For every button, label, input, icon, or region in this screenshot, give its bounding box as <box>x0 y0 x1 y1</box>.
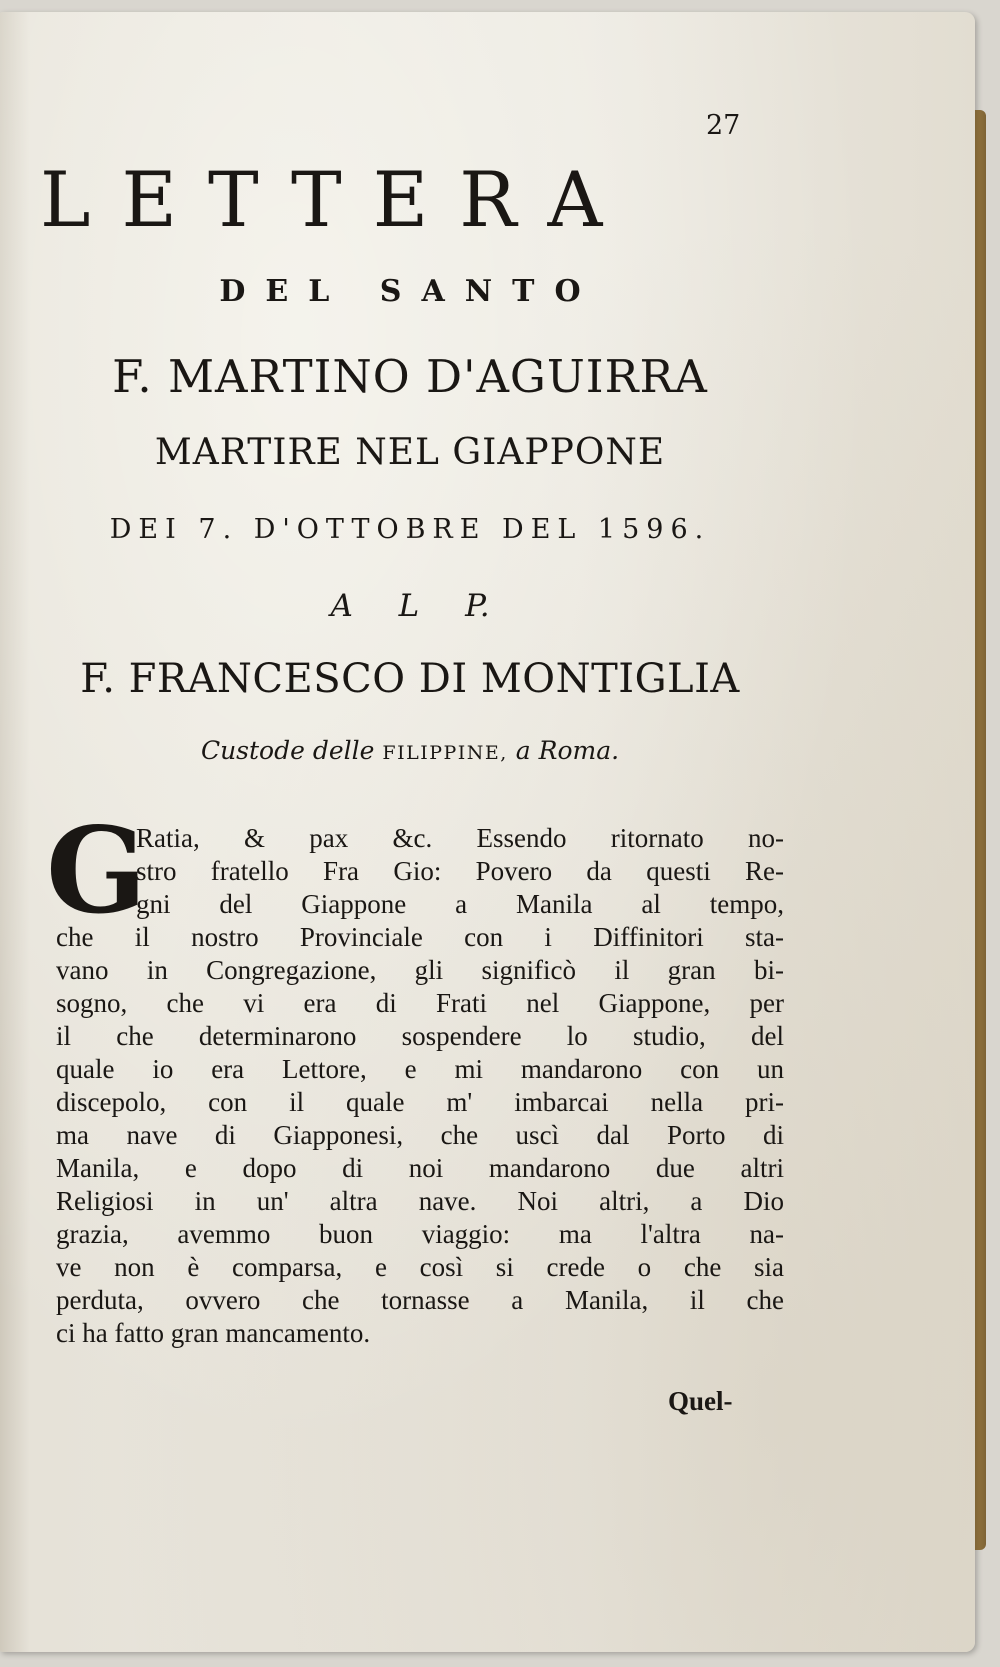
recipient-office <box>40 736 780 765</box>
body-line: perduta, ovvero che tornasse a Manila, il che <box>56 1285 784 1315</box>
salutation: A L P. <box>330 588 490 624</box>
drop-cap: G <box>46 801 147 940</box>
body-line: grazia, avemmo buon viaggio: ma l'altra na- <box>56 1219 784 1249</box>
body-line: Manila, e dopo di noi mandarono due altri <box>56 1153 784 1183</box>
body-line: quale io era Lettore, e mi mandarono con un <box>56 1054 784 1084</box>
office-part-a: Custode delle <box>200 736 375 765</box>
body-line: ma nave di Giapponesi, che uscì dal Porto di <box>56 1120 784 1150</box>
office-part-b: FILIPPINE, <box>382 742 508 764</box>
body-line: vano in Congregazione, gli significò il gran bi- <box>56 955 784 985</box>
subtitle: DEL SANTO <box>219 274 601 309</box>
body-line: ve non è comparsa, e così si crede o che sia <box>56 1252 784 1282</box>
page-content <box>0 12 975 1652</box>
author-name: F. MARTINO D'AGUIRRA <box>112 350 708 403</box>
office-part-c: a Roma. <box>515 736 620 765</box>
letter-date: DEI 7. D'OTTOBRE DEL 1596. <box>109 514 711 545</box>
body-line: discepolo, con il quale m' imbarcai nella pri- <box>56 1087 784 1117</box>
author-role: MARTIRE NEL GIAPPONE <box>154 432 666 473</box>
book-page <box>0 12 975 1652</box>
body-line: ci ha fatto gran mancamento. <box>56 1318 371 1348</box>
body-line: Religiosi in un' altra nave. Noi altri, a Dio <box>56 1186 784 1216</box>
body-line: stro fratello Fra Gio: Povero da questi Re- <box>136 856 784 886</box>
body-line: sogno, che vi era di Frati nel Giappone, per <box>56 988 784 1018</box>
recipient-name: F. FRANCESCO DI MONTIGLIA <box>80 656 740 702</box>
body-line: gni del Giappone a Manila al tempo, <box>136 889 784 919</box>
page-number: 27 <box>706 110 741 141</box>
body-line: Ratia, & pax &c. Essendo ritornato no- <box>136 823 784 853</box>
body-line: il che determinarono sospendere lo studio, del <box>56 1021 784 1051</box>
title: LETTERA <box>40 155 634 244</box>
catchword: Quel- <box>668 1386 733 1416</box>
body-line: che il nostro Provinciale con i Diffinitori sta- <box>56 922 784 952</box>
